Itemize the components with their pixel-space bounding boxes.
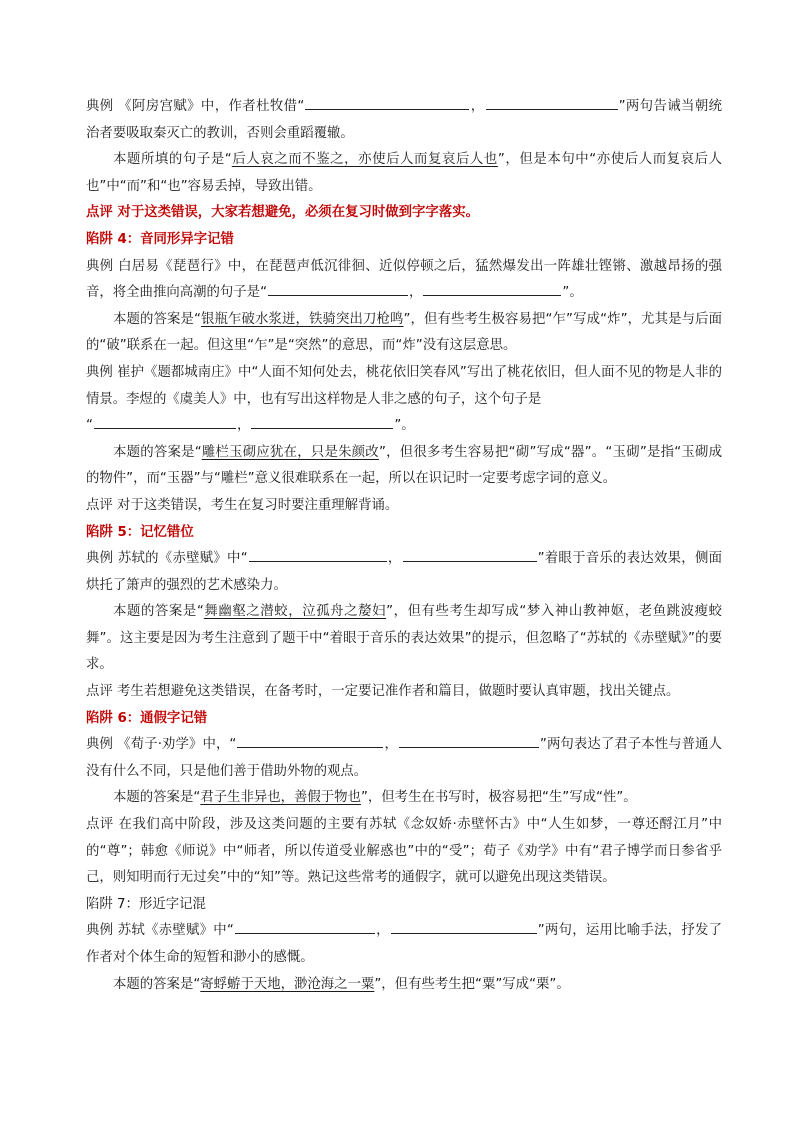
answer-paragraph [86,440,722,493]
answer-paragraph [86,599,722,679]
comment-paragraph [86,679,722,706]
text-run: ， [387,551,402,567]
text-run: ”，但有些考生却写成“梦入神山教神妪，老鱼跳波瘦蛟舞”。这主要是因为考生注意到了题干中“着眼于音乐的表达效果”的提示，但忽略了“苏轼的《赤壁赋》”的要求。 [86,604,722,673]
text-run: ”，但有些考生极容易把“乍”写成“炸”，尤其是与后面的“破”联系在一起。但这里“乍”是“突然”的意思，而“炸”没有这层意思。 [86,311,723,354]
text-run: 点评 对于这类错误，考生在复习时要注重理解背诵。 [86,497,399,513]
text-run: ”，但是本句中“亦使后人而复哀后人也”中“而”和“也”容易丢掉，导致出错。 [86,152,722,194]
text-run: ， [384,737,398,753]
fill-in-blank [251,414,393,429]
answer-text: 雕栏玉砌应犹在，只是朱颜改 [201,444,379,460]
text-run: ”，但很多考生容易把“砌”写成“器”。“玉砌”是指“玉砌成的物件”，而“玉器”与“雕栏”意义很难联系在一起，所以在识记时一定要考虑字词的意义。 [86,444,723,487]
example-paragraph [86,918,722,971]
fill-in-blank [237,733,383,748]
text-run: 本题的答案是“ [113,976,201,992]
text-run: ”。 [394,418,415,434]
fill-in-blank [268,281,408,296]
answer-text: 银瓶乍破水浆迸，铁骑突出刀枪鸣 [200,311,404,327]
fill-in-blank [486,95,618,110]
text-run: 点评 考生若想避免这类错误，在备考时，一定要记准作者和篇目，做题时要认真审题，找出关键点。 [86,684,680,700]
comment-paragraph [86,493,722,520]
example-paragraph [86,360,722,440]
text-run: ， [375,923,390,939]
text-run: 陷阱 6：通假字记错 [86,710,208,726]
fill-in-blank [423,281,561,296]
text-run: ， [236,418,251,434]
text-run: 本题所填的句子是“ [113,152,232,168]
answer-text: 君子生非异也，善假于物也 [200,790,361,806]
answer-paragraph [86,147,722,200]
fill-in-blank [235,919,375,934]
answer-text: 舞幽壑之潜蛟，泣孤舟之嫠妇 [203,604,387,620]
answer-paragraph [86,307,722,360]
example-paragraph [86,94,722,147]
fill-in-blank [305,95,469,110]
text-run: 点评 对于这类错误，大家若想避免，必须在复习时做到字字落实。 [86,205,479,221]
answer-paragraph [86,785,722,812]
text-run: 本题的答案是“ [113,444,202,460]
fill-in-blank [94,414,236,429]
comment-paragraph-highlight [86,200,722,227]
text-run: ， [470,99,485,114]
answer-paragraph [86,972,722,999]
text-run: 点评 在我们高中阶段，涉及这类问题的主要有苏轼《念奴娇·赤壁怀古》中“人生如梦，一尊还酹江月”中的“尊”；韩愈《师说》中“师者，所以传道受业解惑也”中的“受”；荀子《劝学》中有“君子博学而日参省乎己，则知明而行无过矣”中的“知”等。熟记这些常考的通假字，就可以避免出现这类错误。 [86,817,722,886]
text-run: 典例 苏轼《赤壁赋》中“ [86,923,234,939]
text-run: 陷阱 4：音同形异字记错 [86,231,234,247]
text-run: 本题的答案是“ [113,790,201,806]
fill-in-blank [391,919,537,934]
text-run: 本题的答案是“ [113,311,201,327]
text-run: ”。 [562,285,583,301]
example-paragraph [86,546,722,599]
text-run: 典例 《荀子·劝学》中，“ [86,737,237,753]
comment-paragraph [86,812,722,892]
fill-in-blank [399,733,539,748]
document-body [86,94,722,998]
text-run: 典例 苏轼的《赤壁赋》中“ [86,551,248,567]
text-run: ， [409,285,423,301]
example-paragraph [86,254,722,307]
example-paragraph [86,732,722,785]
text-run: “ [86,418,93,434]
text-run: 陷阱 5：记忆错位 [86,524,194,540]
trap-heading [86,520,722,547]
text-run: 典例 《阿房宫赋》中，作者杜牧借“ [86,99,305,114]
text-run: ”两句表达了君子本性与普通人没有什么不同，只是他们善于借助外物的观点。 [86,737,723,779]
text-run: ”，但考生在书写时，极容易把“生”写成“性”。 [360,790,637,806]
answer-text: 后人哀之而不鉴之，亦使后人而复哀后人也 [231,152,498,168]
fill-in-blank [403,547,537,562]
text-run: 本题的答案是“ [113,604,204,620]
fill-in-blank [249,547,387,562]
trap-heading [86,706,722,733]
text-run: 典例 白居易《琵琶行》中，在琵琶声低沉徘徊、近似停顿之后，猛然爆发出一阵雄壮铿锵、激越昂扬的强音，将全曲推向高潮的句子是“ [86,258,722,301]
trap-heading [86,892,722,919]
text-run: 典例 崔护《题都城南庄》中“人面不知何处去，桃花依旧笑春风”写出了桃花依旧，但人面不见的物是人非的情景。李煜的《虞美人》中，也有写出这样物是人非之感的句子，这个句子是 [86,364,722,407]
text-run: 陷阱 7：形近字记混 [86,896,206,912]
text-run: ”两句，运用比喻手法，抒发了作者对个体生命的短暂和渺小的感慨。 [86,923,722,965]
text-run: ”两句告诫当朝统治者要吸取秦灭亡的教训，否则会重蹈覆辙。 [86,99,722,141]
answer-text: 寄蜉蝣于天地，渺沧海之一粟 [200,976,375,992]
text-run: ”着眼于音乐的表达效果，侧面烘托了箫声的强烈的艺术感染力。 [86,551,723,593]
text-run: ”，但有些考生把“粟”写成“栗”。 [374,976,570,992]
trap-heading [86,227,722,254]
